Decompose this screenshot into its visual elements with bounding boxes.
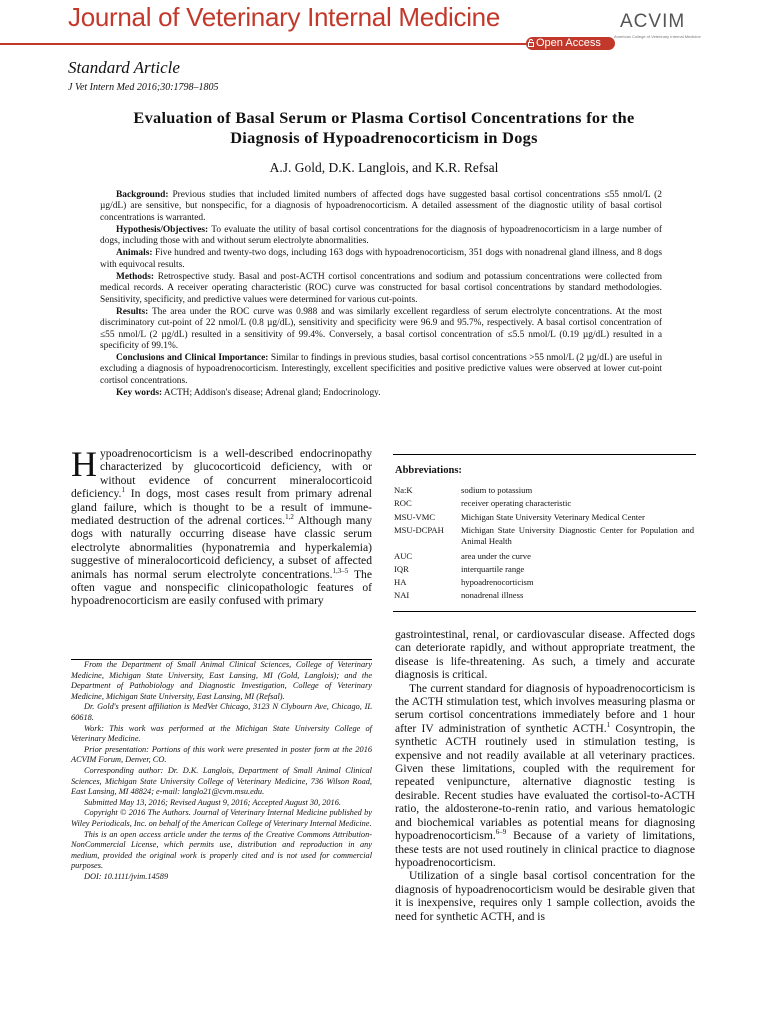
abstract-text: The area under the ROC curve was 0.988 and was similarly excellent regardless of serum electrolyte concentrations. At the most discriminatory cut-point of 22 nmol/L (0.8 µg/dL), sensitivity and specificity were 96.9 and 95.7%, respectively. A basal cortisol concentration of ≤55 nmol/L (2 µg/dL) resulted in a sensitivity of 99.4%. Conversely, a basal cortisol concentration of ≤5.5 nmol/L (0.19 µg/dL) resulted in a specificity of 99.1%. (100, 306, 662, 351)
body-text: ypoadrenocorticism is a well-described endocrinopathy characterized by glucocorticoid deficiency, with or without evidence of concurrent mineralocorticoid deficiency. (71, 447, 372, 501)
article-title-line-1: Evaluation of Basal Serum or Plasma Cortisol Concentrations for the (133, 108, 635, 127)
body-left-column (71, 444, 372, 608)
body-paragraph: gastrointestinal, renal, or cardiovascular disease. Affected dogs can deteriorate rapidly, and without appropriate treatment, the disease is life-threatening. As such, a timely and accurate diagnosis is critical. (395, 628, 695, 682)
abstract-conclusions (100, 353, 662, 387)
header-rule (0, 43, 526, 45)
abbreviation-key: HA (394, 577, 407, 587)
abbreviations-title: Abbreviations: (395, 465, 462, 476)
abstract-label: Conclusions and Clinical Importance: (116, 353, 269, 364)
open-lock-icon (528, 39, 534, 47)
abbreviation-value: Michigan State University Diagnostic Center for Population and Animal Health (461, 525, 694, 547)
article-title-line-2: Diagnosis of Hypoadrenocorticism in Dogs (230, 128, 538, 147)
citation: J Vet Intern Med 2016;30:1798–1805 (68, 82, 219, 93)
body-paragraph (395, 682, 695, 870)
body-text: The current standard for diagnosis of hypoadrenocorticism is the ACTH stimulation test, which involves measuring plasma or serum cortisol concentrations immediately before and 1 hour after IV administration of synthetic ACTH. (395, 681, 695, 735)
abstract-label: Results: (116, 306, 149, 317)
abstract (100, 190, 662, 400)
abbreviation-value: receiver operating characteristic (461, 498, 572, 508)
body-text: The often vague and nonspecific clinicopathologic features of hypoadrenocorticism are easily confused with primary (71, 567, 372, 608)
abbreviation-key: MSU-VMC (394, 512, 436, 522)
reference-link[interactable]: 1,3–5 (332, 566, 349, 575)
abstract-text: Retrospective study. Basal and post-ACTH cortisol concentrations and sodium and potassium concentrations were collected from medical records. A receiver operating characteristic (ROC) curve was constructed for basal cortisol concentrations by standard methodologies. Sensitivity, specificity, and predictive values were determined for various cut-points. (100, 272, 662, 305)
abbreviation-key: Na:K (394, 485, 413, 495)
abstract-text: ACTH; Addison's disease; Adrenal gland; Endocrinology. (163, 388, 381, 399)
abbreviation-value: interquartile range (461, 564, 525, 574)
body-paragraph: Utilization of a single basal cortisol concentration for the diagnosis of hypoadrenocorticism would be desirable given that it is inexpensive, requires only 1 sample collection, avoids the need for synthetic ACTH, and is (395, 869, 695, 923)
abbreviation-key: AUC (394, 551, 413, 561)
abbreviation-value: area under the curve (461, 551, 531, 561)
abstract-text: Five hundred and twenty-two dogs, including 163 dogs with hypoadrenocorticism, 351 dogs with nonadrenal gland illness, and 8 dogs with equivocal results. (100, 248, 662, 270)
open-access-badge (526, 37, 615, 50)
article-title (60, 108, 708, 148)
abbreviation-value: nonadrenal illness (461, 590, 524, 600)
footnote-license: This is an open access article under the terms of the Creative Commons Attribution-NonCommercial License, which permits use, distribution and reproduction in any medium, provided the original work is properly cited and is not used for commercial purposes. (71, 829, 372, 871)
abbreviation-value: sodium to potassium (461, 485, 533, 495)
authors: A.J. Gold, D.K. Langlois, and K.R. Refsal (269, 160, 499, 175)
abstract-label: Background: (116, 190, 169, 200)
reference-link[interactable]: 1 (121, 486, 125, 495)
footnote-dates: Submitted May 13, 2016; Revised August 9, 2016; Accepted August 30, 2016. (84, 797, 341, 807)
footnote-affiliation: From the Department of Small Animal Clinical Sciences, College of Veterinary Medicine, Michigan State University, East Lansing, MI (Gold, Langlois); and the Department of Pathobiology and Diagnostic Investigation, College of Veterinary Medicine, Michigan State University, East Lansing, MI (Refsal). (71, 660, 372, 701)
abbreviation-value: hypoadrenocorticism (461, 577, 534, 587)
abstract-objectives (100, 225, 662, 248)
acvim-logo (612, 6, 712, 40)
abstract-text: Similar to findings in previous studies, basal cortisol concentrations >55 nmol/L (2 µg/dL) are useful in excluding a diagnosis of hypoadrenocorticism. Interestingly, excellent specificities and positive predictive values were observed at lower cut-point cortisol concentrations. (100, 353, 663, 386)
footnote-prior-presentation: Prior presentation: Portions of this work were presented in poster form at the 2016 ACVIM Forum, Denver, CO. (71, 744, 372, 765)
acvim-logo-subtitle: American College of Veterinary Internal Medicine (614, 34, 701, 39)
abbreviation-key: ROC (394, 498, 412, 508)
abstract-methods (100, 272, 662, 306)
abstract-background (100, 190, 662, 224)
footnote-corresponding-author: Corresponding author: Dr. D.K. Langlois, Department of Small Animal Clinical Sciences, Michigan State University College of Veterinary Medicine, 736 Wilson Road, East Lansing, MI 48824; e-mail: langlo21@cvm.msu.edu. (71, 765, 372, 797)
abbreviation-key: NAI (394, 590, 410, 600)
abstract-label: Animals: (116, 248, 153, 259)
abstract-keywords (100, 388, 662, 399)
abstract-text: To evaluate the utility of basal cortisol concentrations for the diagnosis of hypoadrenocorticism in a large number of dogs, including those with and without serum electrolyte abnormalities. (100, 224, 662, 247)
footnote-present-affiliation: Dr. Gold's present affiliation is MedVet Chicago, 3123 N Clybourn Ave, Chicago, IL 60618. (71, 702, 372, 722)
body-text: Because of a variety of limitations, these tests are not used routinely in clinical practice to diagnose hypoadrenocorticism. (395, 829, 695, 869)
footnote-copyright: Copyright © 2016 The Authors. Journal of Veterinary Internal Medicine published by Wiley Periodicals, Inc. on behalf of the American College of Veterinary Internal Medicine. (71, 808, 372, 828)
body-paragraph (71, 444, 372, 608)
article-type: Standard Article (68, 58, 180, 77)
footnote-work: Work: This work was performed at the Michigan State University College of Veterinary Medicine. (71, 723, 372, 744)
abstract-label: Methods: (116, 272, 155, 283)
reference-link[interactable]: 1,2 (285, 513, 294, 522)
drop-cap: H (71, 444, 97, 484)
abbreviation-value: Michigan State University Veterinary Medical Center (461, 512, 645, 522)
journal-title: Journal of Veterinary Internal Medicine (68, 2, 500, 32)
reference-link[interactable]: 1 (606, 720, 611, 729)
body-text: In dogs, most cases result from primary adrenal gland failure, which is thought to be a result of immune-mediated destruction of the adrenal cortices. (71, 487, 372, 528)
abbreviations-box (393, 454, 696, 612)
abstract-label: Key words: (116, 388, 163, 399)
body-right-column (395, 628, 695, 923)
footnotes (71, 660, 372, 882)
footnote-doi[interactable]: DOI: 10.1111/jvim.14589 (84, 871, 169, 881)
open-access-label: Open Access (536, 37, 601, 49)
abstract-results (100, 307, 662, 352)
reference-link[interactable]: 6–9 (495, 828, 507, 837)
abstract-label: Hypothesis/Objectives: (116, 224, 209, 235)
body-text: Although many dogs with naturally occurring disease have classic serum electrolyte abnormalities (hyponatremia and hyperkalemia) suggestive of mineralocorticoid deficiency, a subset of affected animals has normal serum electrolyte concentrations. (71, 514, 372, 581)
acvim-logo-text: ACVIM (620, 11, 686, 32)
abstract-text: Previous studies that included limited numbers of affected dogs have suggested basal cortisol concentrations ≤55 nmol/L (2 µg/dL) are sensitive, but nonspecific, for a diagnosis of hypoadrenocorticism. A detailed assessment of the diagnostic utility of basal cortisol concentrations is warranted. (100, 190, 662, 223)
body-text: Cosyntropin, the synthetic ACTH routinely used in stimulation testing, is expensive and not readily available at all veterinary practices. Given these limitations, coupled with the requirement for repeated venipuncture, alternative diagnostic testing is desirable. Recent studies have evaluated the cortisol-to-ACTH ratio, the aldosterone-to-renin ratio, and various hematologic and biochemical variables as potential means for diagnosing hypoadrenocorticism. (395, 721, 695, 843)
abbreviation-key: MSU-DCPAH (394, 525, 444, 535)
abstract-animals (100, 248, 662, 271)
abbreviation-key: IQR (394, 564, 409, 574)
